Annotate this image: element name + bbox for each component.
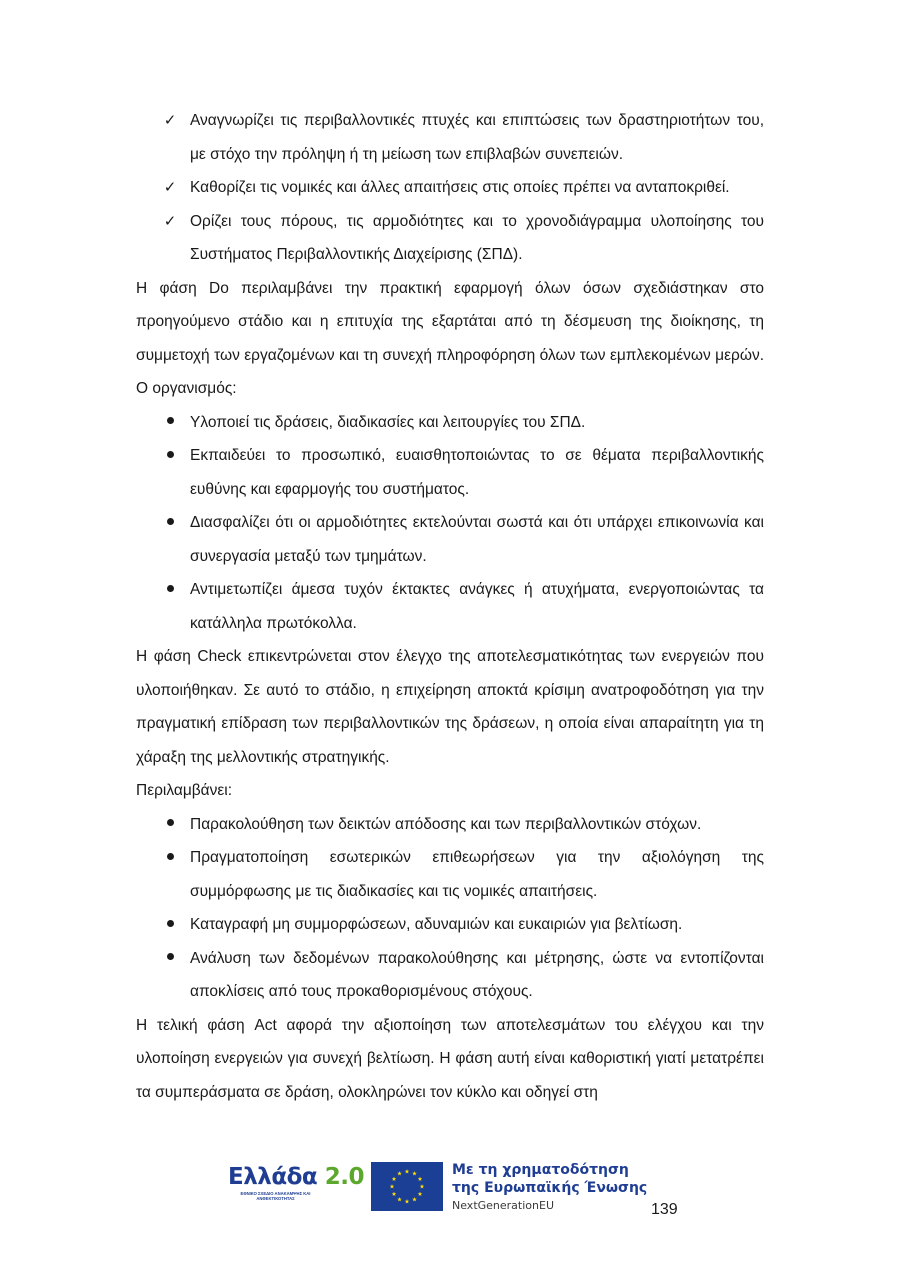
- list-item-text: Ορίζει τους πόρους, τις αρμοδιότητες και το χρονοδιάγραμμα υλοποίησης του Συστήματος Περιβαλλοντικής Διαχείρισης (ΣΠΔ).: [190, 212, 764, 263]
- bullet-icon: [163, 841, 177, 875]
- document-body: [136, 104, 764, 1109]
- includes-label: Περιλαμβάνει:: [136, 782, 233, 799]
- greece-logo-text: Ελλάδα: [228, 1164, 318, 1190]
- do-phase-paragraph: Η φάση Do περιλαμβάνει την πρακτική εφαρμογή όλων όσων σχεδιάστηκαν στο προηγούμενο στάδιο και η επιτυχία της εξαρτάται από τη δέσμευση της διοίκησης, τη συμμετοχή των εργαζομένων και τη συνεχή πληροφόρηση όλων των εμπλεκομένων μερών. Ο οργανισμός:: [136, 279, 764, 397]
- list-item: [136, 406, 764, 440]
- list-item: [136, 171, 764, 205]
- next-generation-eu-label: NextGenerationEU: [452, 1199, 554, 1212]
- list-item: [136, 104, 764, 171]
- greece-logo-number: 2.0: [324, 1164, 364, 1190]
- check-phase-list: [136, 808, 764, 1009]
- eu-funding-line1: Με τη χρηματοδότηση: [452, 1162, 629, 1178]
- list-item-text: Πραγματοποίηση εσωτερικών επιθεωρήσεων για την αξιολόγηση της συμμόρφωσης με τις διαδικασίες και τις νομικές απαιτήσεις.: [190, 849, 764, 900]
- checkmark-icon: ✓: [163, 211, 177, 230]
- list-item: [136, 439, 764, 506]
- check-phase-paragraph: Η φάση Check επικεντρώνεται στον έλεγχο της αποτελεσματικότητας των ενεργειών που υλοποιήθηκαν. Σε αυτό το στάδιο, η επιχείρηση αποκτά κρίσιμη ανατροφοδότηση για την πραγματική επίδραση των περιβαλλοντικών της δράσεων, η οποία είναι απαραίτητη για τη χάραξη της μελλοντικής στρατηγικής.: [136, 648, 764, 766]
- page-number: 139: [651, 1201, 678, 1218]
- list-item: [136, 841, 764, 908]
- check-list: [136, 104, 764, 272]
- list-item-text: Εκπαιδεύει το προσωπικό, ευαισθητοποιώντας το σε θέματα περιβαλλοντικής ευθύνης και εφαρμογής του συστήματος.: [190, 447, 764, 498]
- list-item-text: Αντιμετωπίζει άμεσα τυχόν έκτακτες ανάγκες ή ατυχήματα, ενεργοποιώντας τα κατάλληλα πρωτόκολλα.: [190, 581, 764, 632]
- bullet-icon: [163, 908, 177, 942]
- list-item-text: Καθορίζει τις νομικές και άλλες απαιτήσεις στις οποίες πρέπει να ανταποκριθεί.: [190, 179, 730, 196]
- greece-logo-subtitle: ΕΘΝΙΚΟ ΣΧΕΔΙΟ ΑΝΑΚΑΜΨΗΣ ΚΑΙ ΑΝΘΕΚΤΙΚΟΤΗΤΑΣ: [240, 1191, 311, 1201]
- bullet-icon: [163, 406, 177, 440]
- bullet-icon: [163, 439, 177, 473]
- act-phase-paragraph: Η τελική φάση Act αφορά την αξιοποίηση των αποτελεσμάτων του ελέγχου και την υλοποίηση ενεργειών για συνεχή βελτίωση. Η φάση αυτή είναι καθοριστική γιατί μετατρέπει τα συμπεράσματα σε δράση, ολοκληρώνει τον κύκλο και οδηγεί στη: [136, 1016, 764, 1101]
- eu-funding-line2: της Ευρωπαϊκής Ένωσης: [452, 1180, 648, 1196]
- list-item: [136, 808, 764, 842]
- do-phase-list: [136, 406, 764, 641]
- list-item: [136, 573, 764, 640]
- bullet-icon: [163, 506, 177, 540]
- list-item: [136, 908, 764, 942]
- bullet-icon: [163, 942, 177, 976]
- list-item-text: Ανάλυση των δεδομένων παρακολούθησης και μέτρησης, ώστε να εντοπίζονται αποκλίσεις από τους προκαθορισμένους στόχους.: [190, 949, 764, 1000]
- list-item-text: Αναγνωρίζει τις περιβαλλοντικές πτυχές και επιπτώσεις των δραστηριοτήτων του, με στόχο την πρόληψη ή τη μείωση των επιβλαβών συνεπειών.: [190, 112, 764, 163]
- list-item: [136, 506, 764, 573]
- list-item: [136, 942, 764, 1009]
- list-item-text: Υλοποιεί τις δράσεις, διαδικασίες και λειτουργίες του ΣΠΔ.: [190, 413, 586, 431]
- list-item: [136, 205, 764, 272]
- checkmark-icon: ✓: [163, 178, 177, 196]
- greece-2-0-logo: [228, 1164, 364, 1210]
- eu-flag-icon: [371, 1162, 443, 1211]
- bullet-icon: [163, 573, 177, 607]
- list-item-text: Καταγραφή μη συμμορφώσεων, αδυναμιών και ευκαιριών για βελτίωση.: [190, 916, 683, 933]
- list-item-text: Παρακολούθηση των δεικτών απόδοσης και των περιβαλλοντικών στόχων.: [190, 815, 702, 833]
- list-item-text: Διασφαλίζει ότι οι αρμοδιότητες εκτελούνται σωστά και ότι υπάρχει επικοινωνία και συνεργασία μεταξύ των τμημάτων.: [190, 514, 764, 565]
- eu-funding-text: [452, 1161, 647, 1215]
- bullet-icon: [163, 808, 177, 842]
- page-footer: [0, 1150, 900, 1230]
- checkmark-icon: ✓: [163, 111, 177, 129]
